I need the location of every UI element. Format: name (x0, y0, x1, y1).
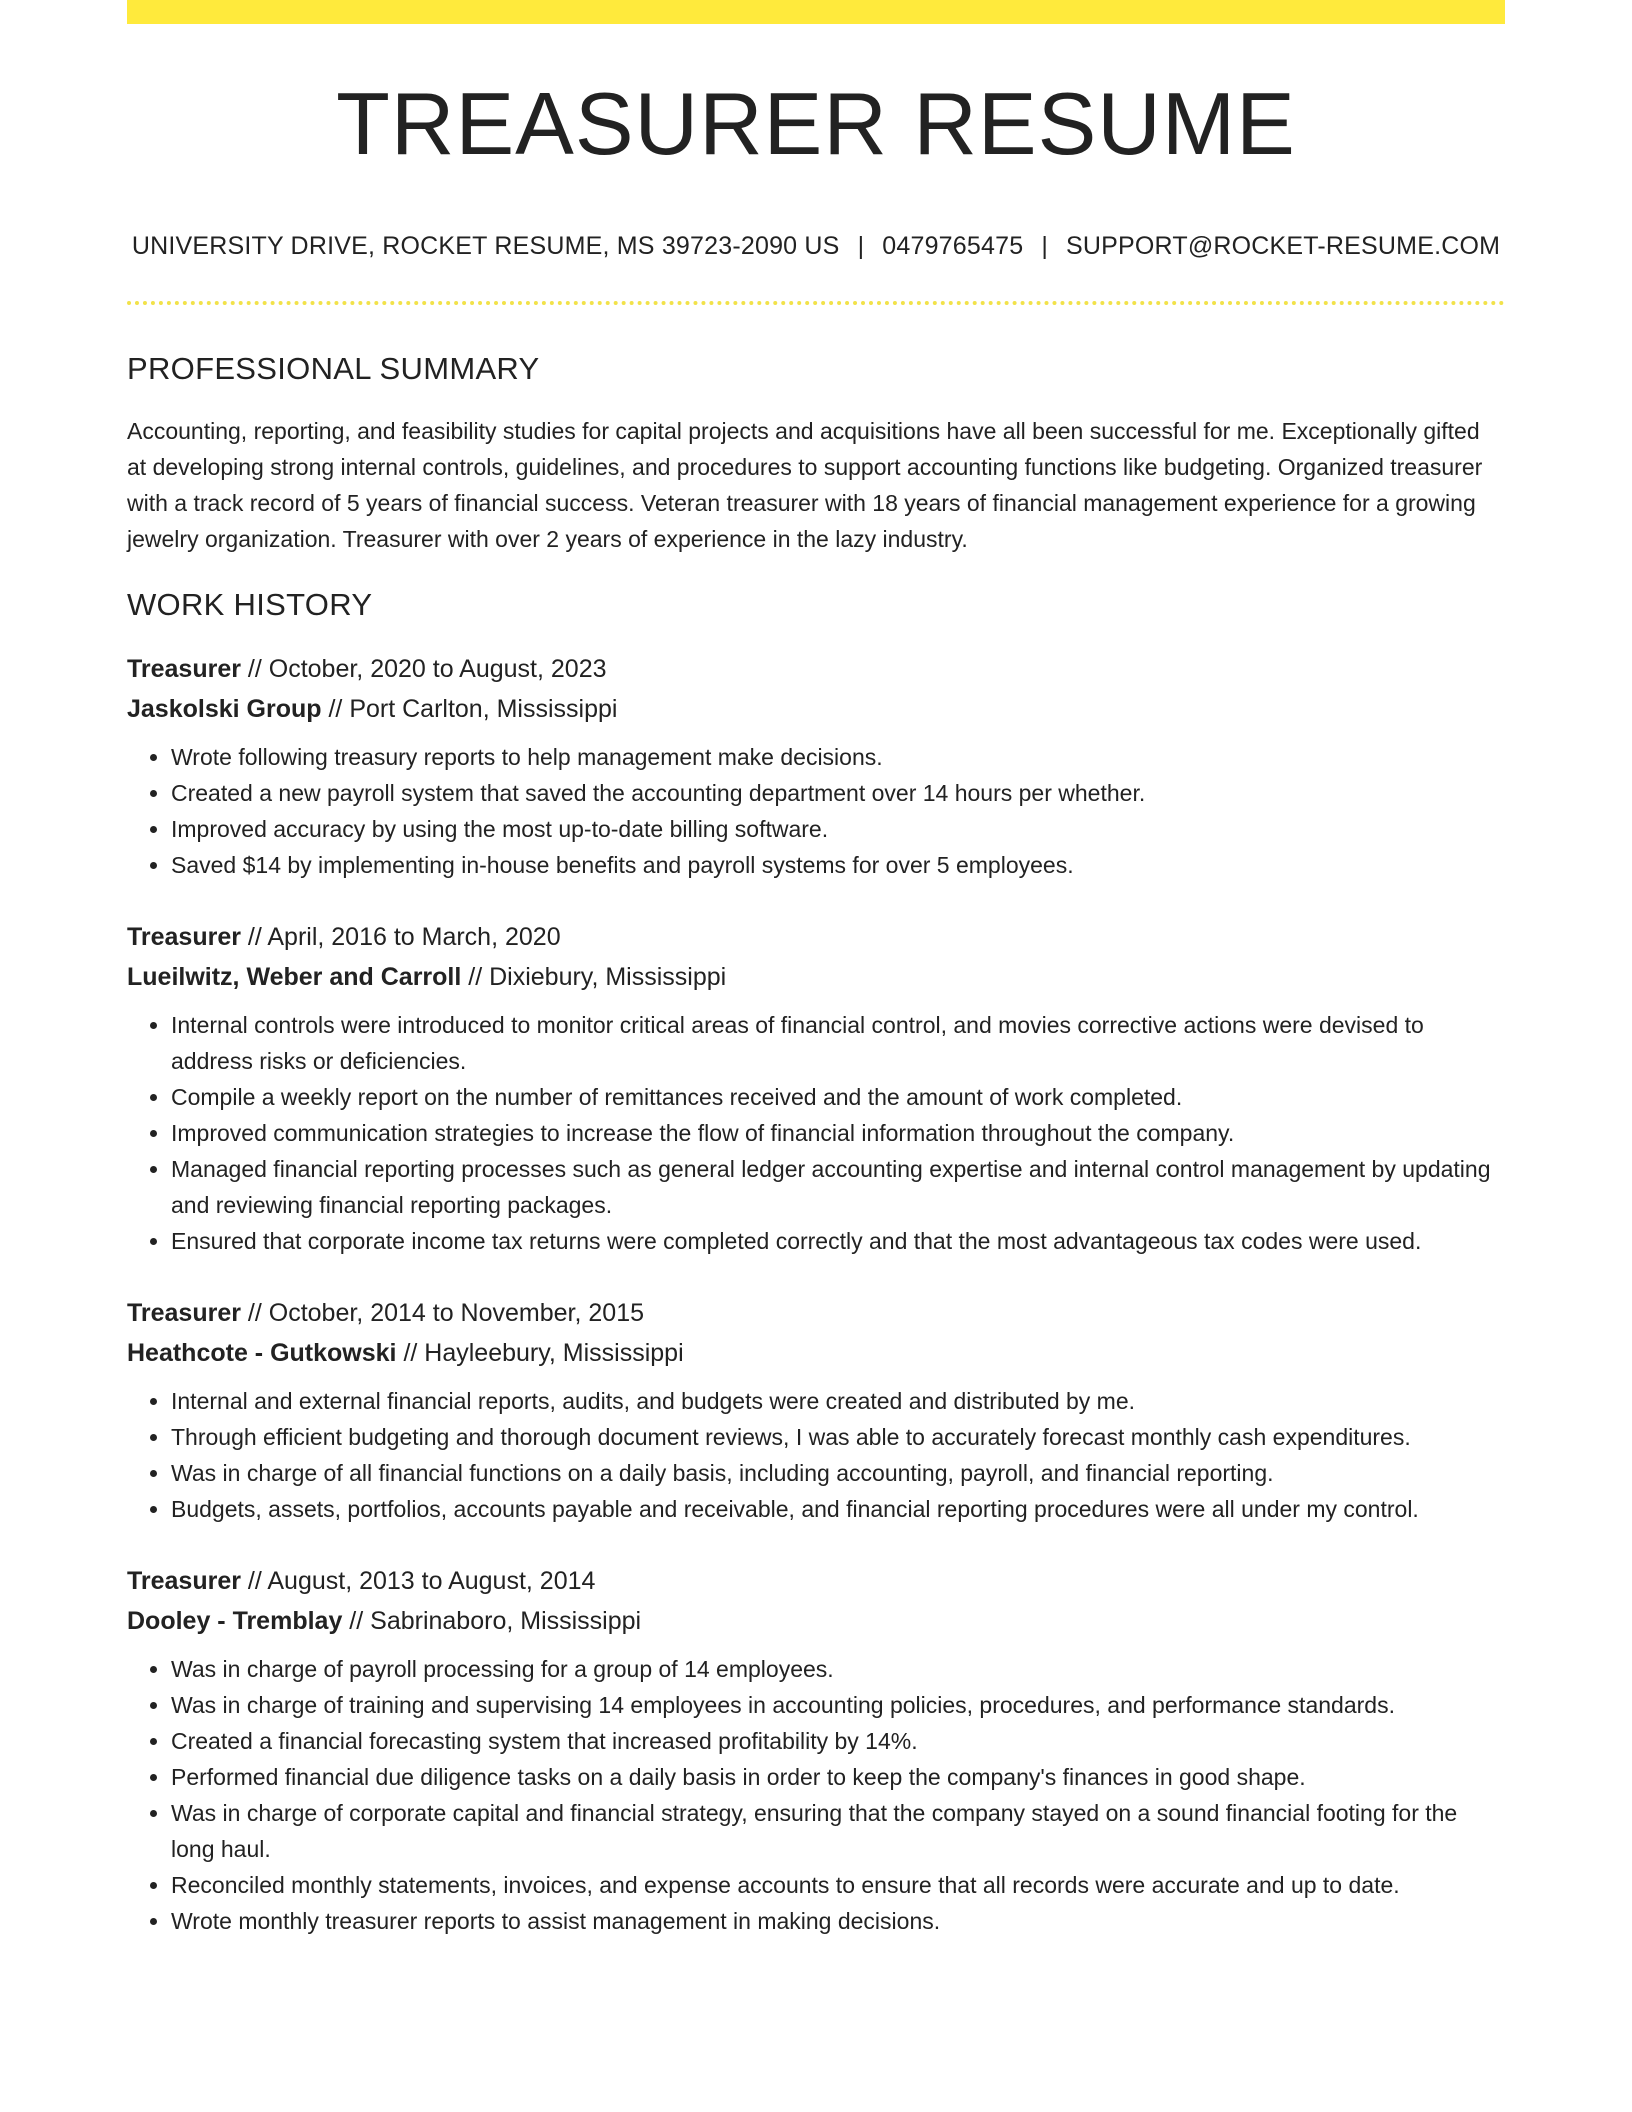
job-title-line (127, 1293, 1505, 1333)
job-bullet: • Created a new payroll system that saved the accounting department over 14 hours per whether. (171, 775, 1505, 811)
job-bullet: • Improved communication strategies to increase the flow of financial information throughout the company. (171, 1115, 1505, 1151)
accent-top-bar (127, 0, 1505, 24)
job-bullet: • Internal and external financial reports, audits, and budgets were created and distributed by me. (171, 1383, 1505, 1419)
job-company-line (127, 1601, 1505, 1641)
job-bullet: • Created a financial forecasting system that increased profitability by 14%. (171, 1723, 1505, 1759)
job-role: Treasurer (127, 655, 241, 683)
job-bullet: • Compile a weekly report on the number of remittances received and the amount of work completed. (171, 1079, 1505, 1115)
job-location: // Hayleebury, Mississippi (396, 1339, 684, 1367)
contact-email[interactable]: SUPPORT@ROCKET-RESUME.COM (1066, 232, 1501, 260)
contact-address: UNIVERSITY DRIVE, ROCKET RESUME, MS 39723-2090 US (131, 232, 840, 260)
job-bullet: • Was in charge of training and supervising 14 employees in accounting policies, procedures, and performance standards. (171, 1687, 1505, 1723)
job-bullet-list (127, 1383, 1505, 1527)
job-bullet: • Ensured that corporate income tax returns were completed correctly and that the most advantageous tax codes were used. (171, 1223, 1505, 1259)
job-bullet: • Wrote monthly treasurer reports to assist management in making decisions. (171, 1903, 1505, 1939)
job-role: Treasurer (127, 923, 241, 951)
job-company-line (127, 1333, 1505, 1373)
job-title-line (127, 1561, 1505, 1601)
job-company: Lueilwitz, Weber and Carroll (127, 963, 462, 991)
job-company: Jaskolski Group (127, 695, 322, 723)
summary-heading: PROFESSIONAL SUMMARY (127, 351, 540, 386)
job-entry (127, 1293, 1505, 1527)
job-bullet: • Internal controls were introduced to monitor critical areas of financial control, and movies corrective actions were devised to address risks or deficiencies. (171, 1007, 1505, 1079)
job-bullet: • Budgets, assets, portfolios, accounts payable and receivable, and financial reporting procedures were all under my control. (171, 1491, 1505, 1527)
job-location: // Sabrinaboro, Mississippi (342, 1607, 642, 1635)
job-entry (127, 1561, 1505, 1939)
job-role: Treasurer (127, 1299, 241, 1327)
job-role: Treasurer (127, 1567, 241, 1595)
job-dates: // October, 2014 to November, 2015 (240, 1299, 644, 1327)
job-location: // Port Carlton, Mississippi (321, 695, 618, 723)
contact-separator: | (857, 232, 865, 260)
job-bullet: • Was in charge of corporate capital and financial strategy, ensuring that the company stayed on a sound financial footing for the long haul. (171, 1795, 1505, 1867)
job-bullet: • Managed financial reporting processes such as general ledger accounting expertise and internal control management by updating and reviewing financial reporting packages. (171, 1151, 1505, 1223)
job-company: Heathcote - Gutkowski (127, 1339, 397, 1367)
job-company-line (127, 957, 1505, 997)
job-bullet: • Was in charge of payroll processing for a group of 14 employees. (171, 1651, 1505, 1687)
job-entry (127, 649, 1505, 883)
resume-title: TREASURER RESUME (336, 74, 1296, 173)
job-bullet: • Through efficient budgeting and thorough document reviews, I was able to accurately forecast monthly cash expenditures. (171, 1419, 1505, 1455)
job-company-line (127, 689, 1505, 729)
job-bullet-list (127, 1007, 1505, 1259)
contact-separator: | (1041, 232, 1049, 260)
job-company: Dooley - Tremblay (127, 1607, 343, 1635)
job-location: // Dixiebury, Mississippi (461, 963, 727, 991)
job-title-line (127, 649, 1505, 689)
job-bullet: • Performed financial due diligence tasks on a daily basis in order to keep the company's finances in good shape. (171, 1759, 1505, 1795)
resume-page (127, 0, 1505, 1939)
summary-text: Accounting, reporting, and feasibility studies for capital projects and acquisitions have all been successful for me. Exceptionally gifted at developing strong internal controls, guidelines, and procedures to support accounting functions like budgeting. Organized treasurer with a track record of 5 years of financial success. Veteran treasurer with 18 years of financial management experience for a growing jewelry organization. Treasurer with over 2 years of experience in the lazy industry. (127, 418, 1483, 552)
work-history-heading: WORK HISTORY (127, 587, 373, 622)
job-bullet: • Wrote following treasury reports to help management make decisions. (171, 739, 1505, 775)
job-bullet: • Saved $14 by implementing in-house benefits and payroll systems for over 5 employees. (171, 847, 1505, 883)
job-dates: // August, 2013 to August, 2014 (240, 1567, 596, 1595)
job-entry (127, 917, 1505, 1259)
job-title-line (127, 917, 1505, 957)
contact-line (127, 232, 1505, 261)
job-bullet-list (127, 739, 1505, 883)
job-dates: // October, 2020 to August, 2023 (240, 655, 607, 683)
job-bullet: • Improved accuracy by using the most up-to-date billing software. (171, 811, 1505, 847)
dotted-divider (127, 301, 1505, 305)
job-dates: // April, 2016 to March, 2020 (240, 923, 561, 951)
job-bullet: • Reconciled monthly statements, invoices, and expense accounts to ensure that all records were accurate and up to date. (171, 1867, 1505, 1903)
work-history-list (127, 649, 1505, 1939)
job-bullet: • Was in charge of all financial functions on a daily basis, including accounting, payroll, and financial reporting. (171, 1455, 1505, 1491)
job-bullet-list (127, 1651, 1505, 1939)
contact-phone[interactable]: 0479765475 (882, 232, 1024, 260)
